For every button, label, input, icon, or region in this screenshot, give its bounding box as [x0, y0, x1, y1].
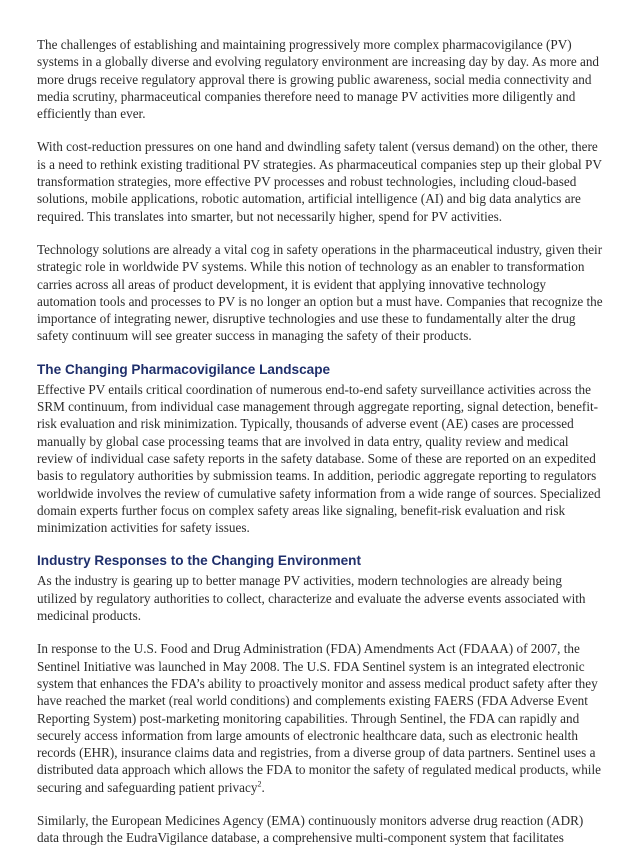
paragraph-gap: [37, 624, 604, 640]
landscape-paragraph: Effective PV entails critical coordination of numerous end-to-end safety surveillance activities across the SRM continuum, from individual case management through aggregate reporting, signal detection, benefit-risk evaluation and risk minimization. Typically, thousands of adverse event (AE) cases are processed manually by global case processing teams that are involved in data entry, quality review and medical review of individual case safety reports in the safety database. Some of these are reported on an expedited basis to regulatory authorities by submission teams. In addition, periodic aggregate reporting to regulators worldwide involves the review of cumulative safety information from a wide range of sources. Specialized domain experts further focus on complex safety areas like signaling, benefit-risk evaluation and risk minimization activities for safety issues.: [37, 381, 601, 536]
industry-paragraph-1: As the industry is gearing up to better manage PV activities, modern technologies are already being utilized by regulatory authorities to collect, characterize and evaluate the adverse events associated with medicinal products.: [37, 573, 586, 624]
industry-paragraph-2: [37, 640, 604, 796]
sentence-end: .: [261, 779, 265, 795]
footnote-reference: 2: [257, 779, 262, 789]
intro-paragraph-3: Technology solutions are already a vital cog in safety operations in the pharmaceutical industry, given their strategic role in worldwide PV systems. While this notion of technology as an enabler to transformation carries across all areas of product development, it is evident that applying innovative technology automation tools and processes to PV is no longer an option but a must have. Companies that recognize the importance of integrating newer, disruptive technologies and use these to fundamentally alter the drug safety continuum will see greater success in managing the safety of their products.: [37, 241, 603, 344]
paragraph-gap: [37, 536, 604, 552]
section-heading-industry-responses: Industry Responses to the Changing Environment: [37, 553, 362, 569]
paragraph-gap: [37, 345, 604, 361]
paragraph-gap: [37, 122, 604, 138]
paragraph-gap: [37, 796, 604, 812]
intro-paragraph-2: With cost-reduction pressures on one hand and dwindling safety talent (versus demand) on the other, there is a need to rethink existing traditional PV strategies. As pharmaceutical companies step up their global PV transformation strategies, more effective PV processes and robust technologies, including cloud-based solutions, mobile applications, robotic automation, artificial intelligence (AI) and big data analytics are required. This translates into smarter, but not necessarily higher, spend for PV activities.: [37, 139, 602, 224]
industry-paragraph-3: Similarly, the European Medicines Agency (EMA) continuously monitors adverse drug reaction (ADR) data through the EudraVigilance database, a comprehensive multi-component system that facilitates: [37, 812, 584, 846]
intro-paragraph-1: The challenges of establishing and maintaining progressively more complex pharmacovigilance (PV) systems in a globally diverse and evolving regulatory environment are increasing day by day. As more and more drugs receive regulatory approval there is growing public awareness, social media connectivity and media scrutiny, pharmaceutical companies therefore need to manage PV activities more diligently and efficiently than ever.: [37, 37, 600, 122]
sentinel-text: In response to the U.S. Food and Drug Administration (FDA) Amendments Act (FDAAA) of 2007, the Sentinel Initiative was launched in May 2008. The U.S. FDA Sentinel system is an integrated electronic system that enhances the FDA’s ability to proactively monitor and assess medical product safety after they have reached the market (real world conditions) and complements existing FAERS (FDA Adverse Event Reporting System) post-marketing monitoring capabilities. Through Sentinel, the FDA can rapidly and securely access information from large amounts of electronic healthcare data, such as electronic health records (EHR), insurance claims data and registries, from a diverse group of data partners. Sentinel uses a distributed data approach which allows the FDA to monitor the safety of regulated medical products, while securing and safeguarding patient privacy: [37, 641, 601, 795]
section-heading-landscape: The Changing Pharmacovigilance Landscape: [37, 361, 331, 377]
paragraph-gap: [37, 225, 604, 241]
